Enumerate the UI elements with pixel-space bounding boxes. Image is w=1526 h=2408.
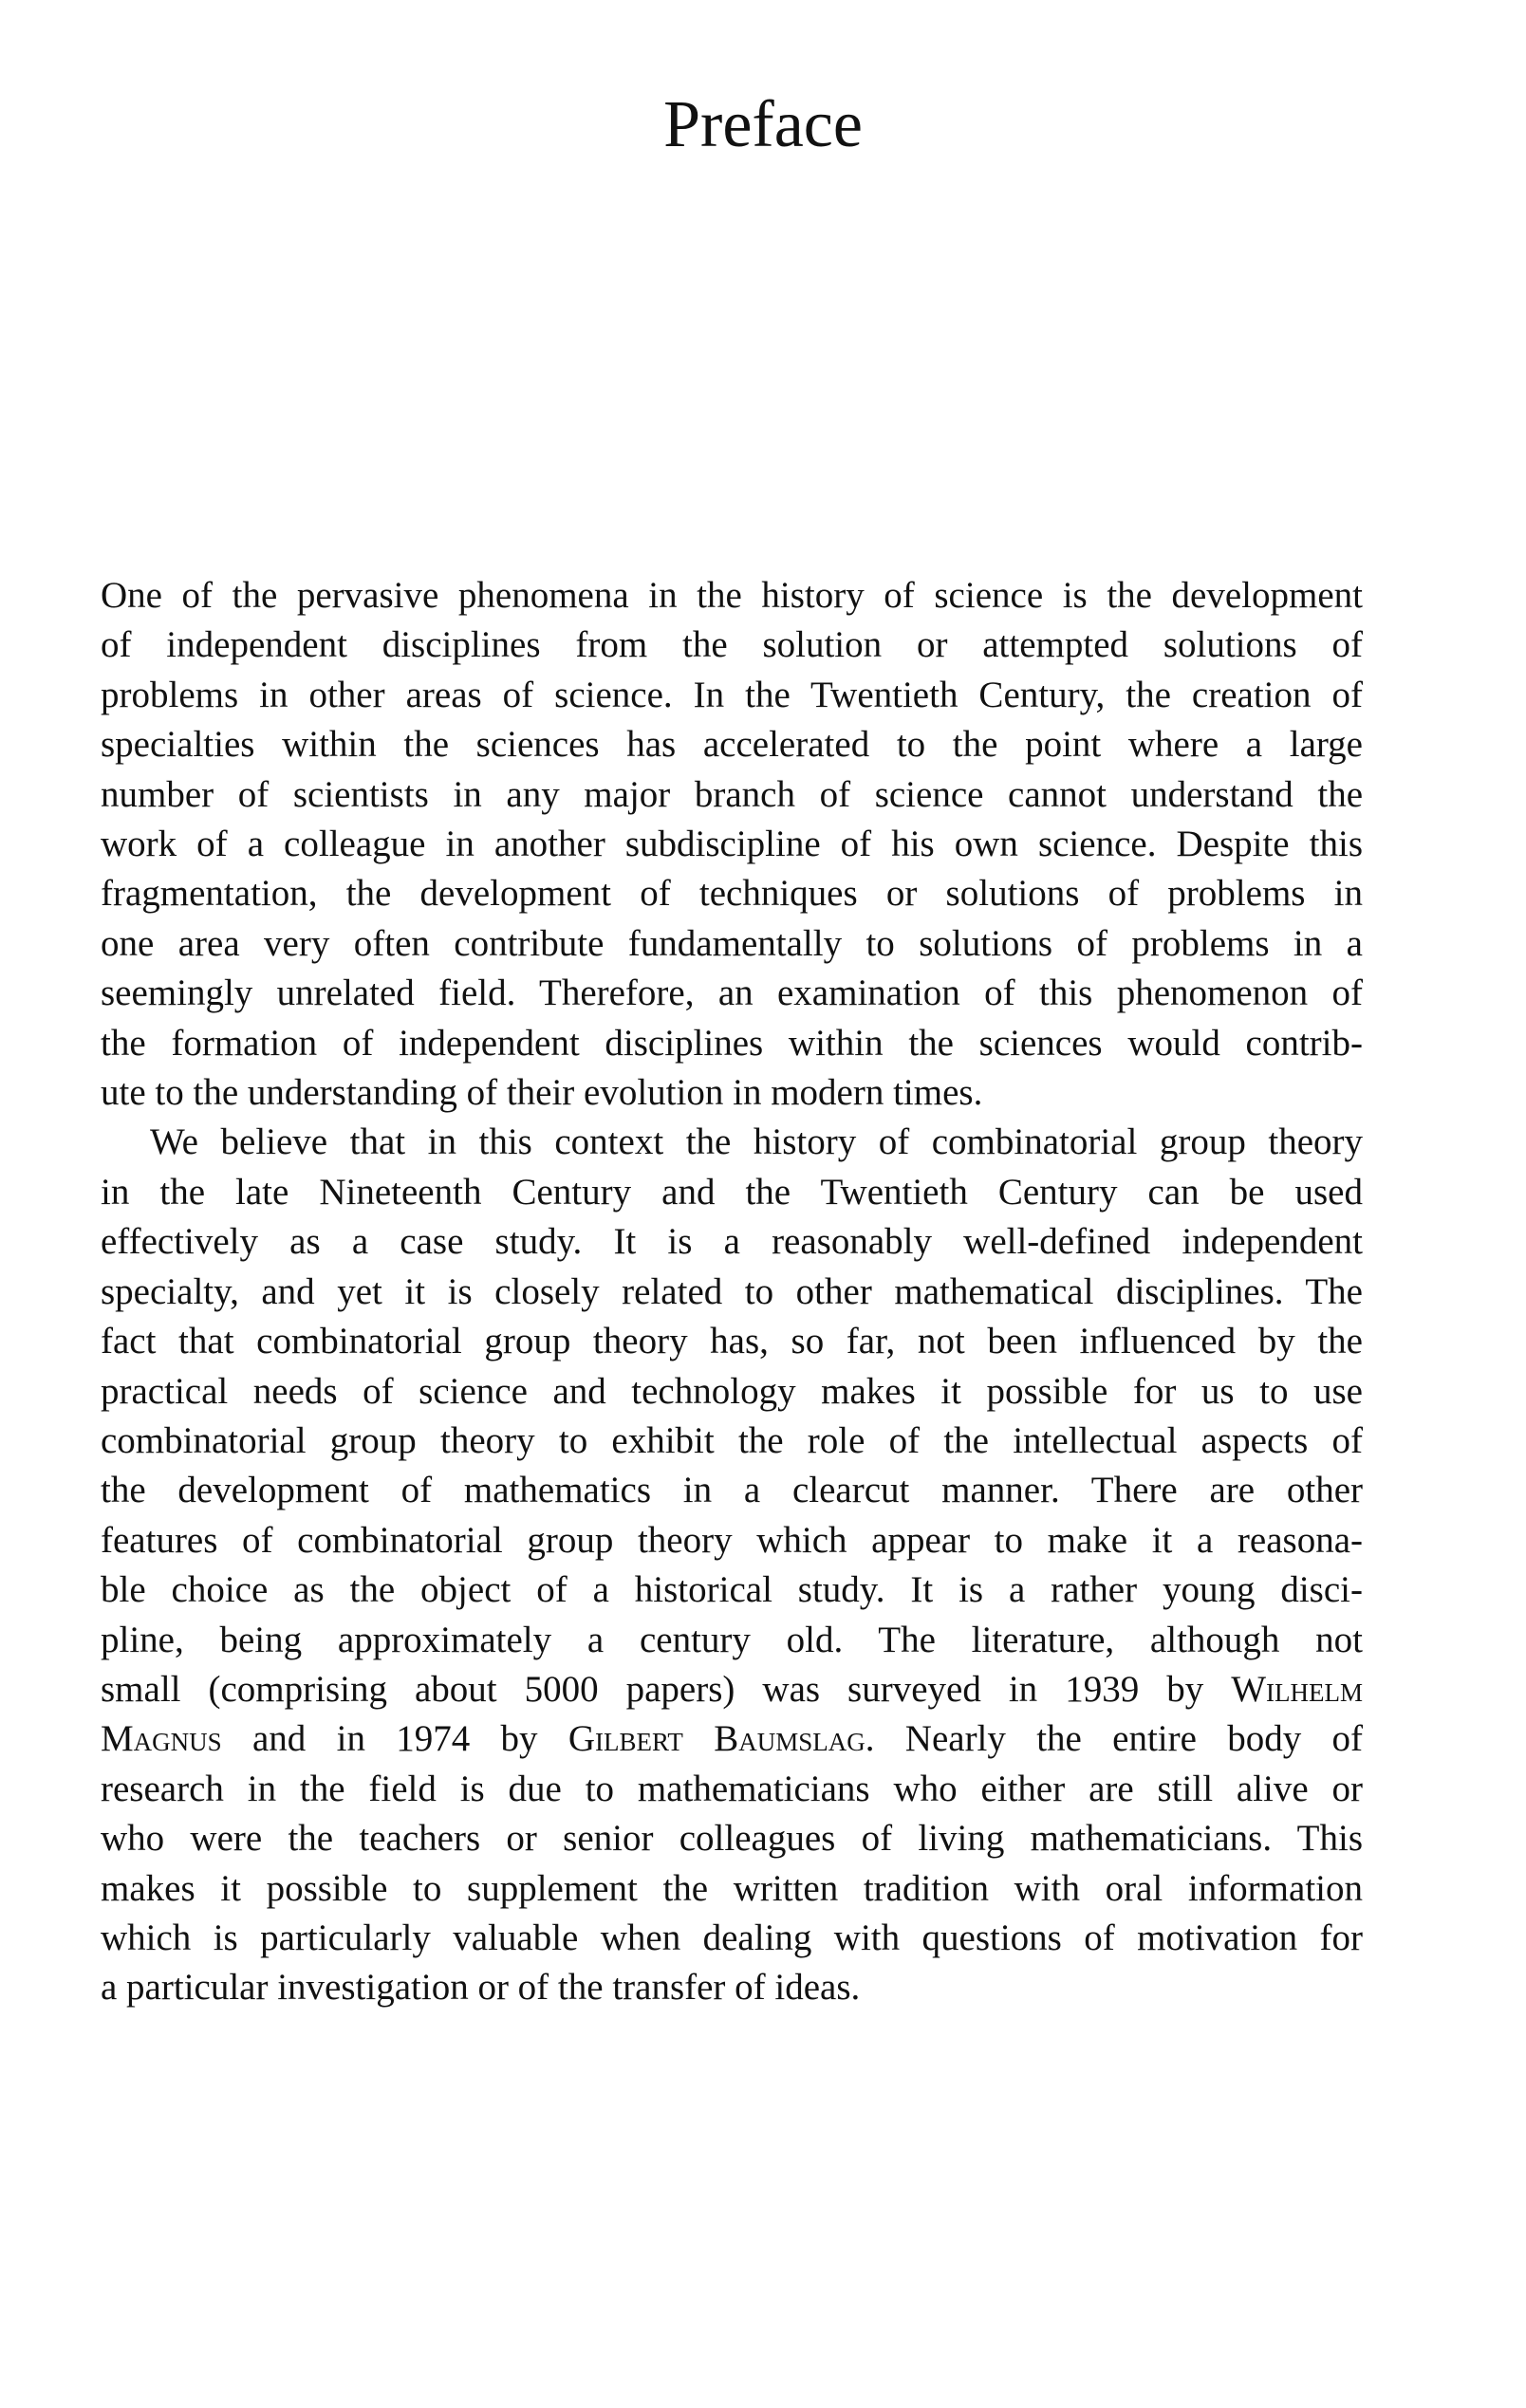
text-line: in the late Nineteenth Century and the Twentieth Century can be used <box>101 1171 1363 1213</box>
text-line: combinatorial group theory to exhibit the role of the intellectual aspects of <box>101 1419 1363 1461</box>
text-line: ble choice as the object of a historical study. It is a rather young disci- <box>101 1569 1363 1611</box>
text-line: the development of mathematics in a clearcut manner. There are other <box>101 1470 1363 1511</box>
text-line: features of combinatorial group theory which appear to make it a reasona- <box>101 1519 1363 1561</box>
text-line: practical needs of science and technology makes it possible for us to use <box>101 1370 1363 1412</box>
text-line: One of the pervasive phenomena in the history of science is the development <box>101 575 1363 616</box>
page-title: Preface <box>663 88 863 161</box>
text-line: specialty, and yet it is closely related to other mathematical disciplines. The <box>101 1270 1363 1312</box>
text-line: problems in other areas of science. In the Twentieth Century, the creation of <box>101 674 1363 715</box>
text-line: fact that combinatorial group theory has, so far, not been influenced by the <box>101 1321 1363 1362</box>
preface-body <box>101 571 1363 2013</box>
text-line: one area very often contribute fundamentally to solutions of problems in a <box>101 922 1363 964</box>
text-line: number of scientists in any major branch of science cannot understand the <box>101 773 1363 815</box>
paragraph-2 <box>101 1118 1363 2012</box>
paragraph-1 <box>101 571 1363 1118</box>
text-line: makes it possible to supplement the written tradition with oral information <box>101 1867 1363 1909</box>
text-line: the formation of independent disciplines within the sciences would contrib- <box>101 1022 1363 1064</box>
text-line <box>101 1714 1363 1764</box>
text-line <box>101 1665 1363 1714</box>
author-name: Gilbert Baumslag <box>568 1718 865 1760</box>
text-line: effectively as a case study. It is a reasonably well-defined independent <box>101 1221 1363 1263</box>
text-line: ute to the understanding of their evolution in modern times. <box>101 1072 983 1114</box>
text-line: pline, being approximately a century old. The literature, although not <box>101 1619 1363 1660</box>
text-line: which is particularly valuable when dealing with questions of motivation for <box>101 1917 1363 1958</box>
text-fragment: small (comprising about 5000 papers) was surveyed in 1939 by <box>101 1668 1204 1710</box>
text-line: fragmentation, the development of techniques or solutions of problems in <box>101 873 1363 915</box>
text-line: a particular investigation or of the transfer of ideas. <box>101 1967 861 2009</box>
text-line: research in the field is due to mathematicians who either are still alive or <box>101 1768 1363 1809</box>
text-line: of independent disciplines from the solution or attempted solutions of <box>101 624 1363 666</box>
text-line: We believe that in this context the history of combinatorial group theory <box>150 1121 1363 1163</box>
text-line: who were the teachers or senior colleagues of living mathematicians. This <box>101 1818 1363 1860</box>
text-fragment: and in 1974 by <box>252 1718 538 1760</box>
text-line: seemingly unrelated field. Therefore, an examination of this phenomenon of <box>101 972 1363 1014</box>
text-line: work of a colleague in another subdiscipline of his own science. Despite this <box>101 824 1363 865</box>
author-name: Magnus <box>101 1718 222 1760</box>
text-fragment: . Nearly the entire body of <box>865 1718 1364 1760</box>
author-name: Wilhelm <box>1231 1668 1364 1710</box>
text-line: specialties within the sciences has accelerated to the point where a large <box>101 724 1363 766</box>
